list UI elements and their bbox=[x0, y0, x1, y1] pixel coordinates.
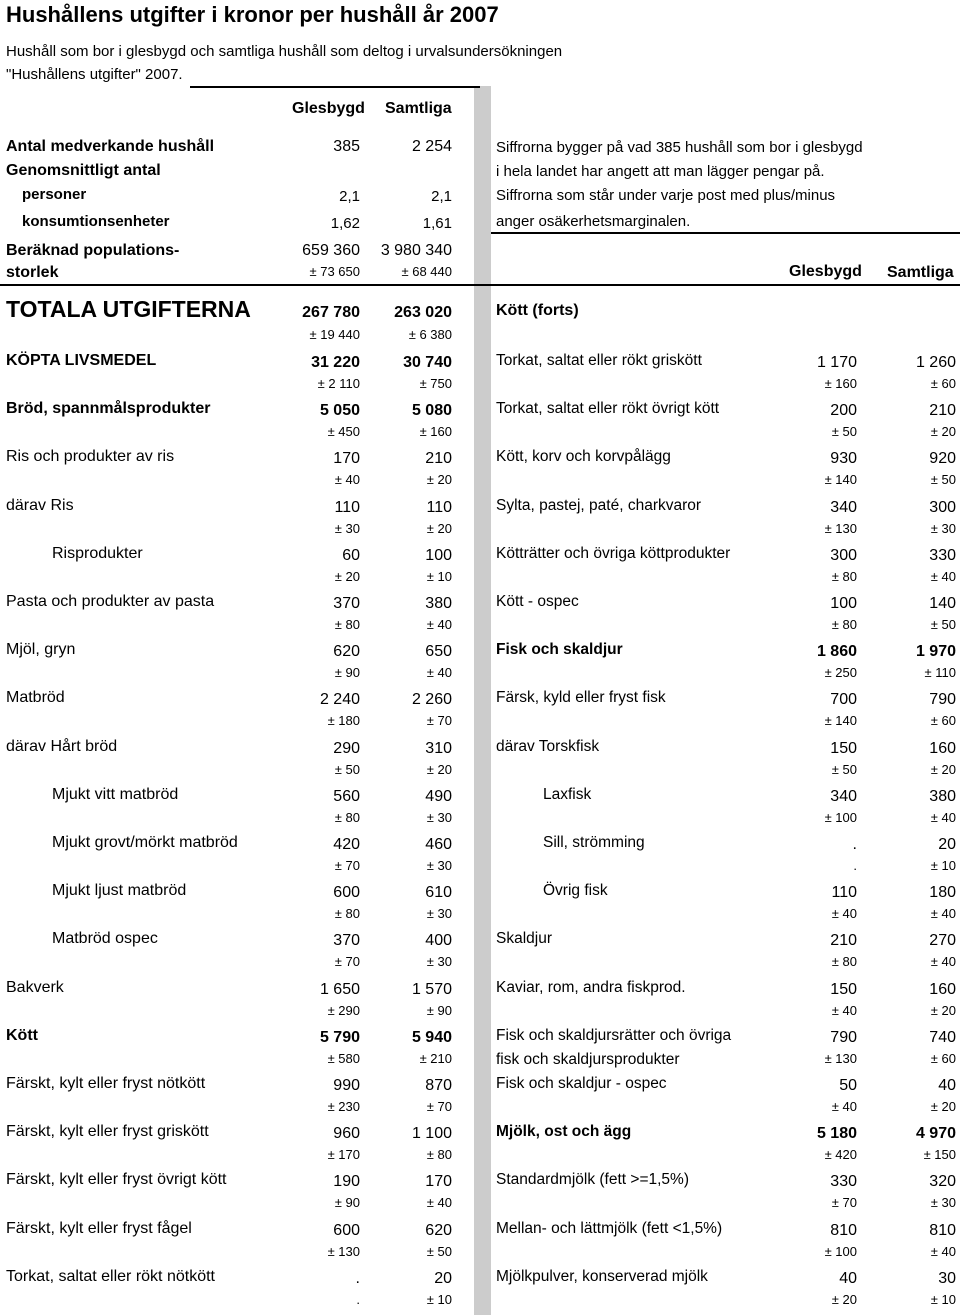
expense-samtliga: 270 bbox=[929, 932, 956, 950]
expense-glesbygd: 420 bbox=[333, 836, 360, 853]
expense-samtliga-margin: ± 40 bbox=[930, 809, 956, 825]
expense-samtliga: 20 bbox=[938, 836, 956, 853]
expense-samtliga: 460 bbox=[425, 836, 452, 853]
expense-samtliga-margin: ± 40 bbox=[426, 617, 452, 632]
expense-samtliga-margin: ± 60 bbox=[930, 713, 956, 729]
expense-samtliga-margin: ± 30 bbox=[930, 1195, 956, 1211]
expense-samtliga: 810 bbox=[929, 1221, 956, 1239]
column-separator-bar bbox=[474, 86, 491, 1315]
household-info-label: personer bbox=[22, 186, 87, 203]
expense-samtliga-margin: ± 40 bbox=[426, 665, 452, 681]
expense-samtliga-margin: ± 10 bbox=[426, 1291, 452, 1307]
expense-glesbygd: 560 bbox=[333, 787, 360, 805]
expense-glesbygd: 340 bbox=[830, 498, 857, 516]
expense-samtliga-margin: ± 40 bbox=[930, 1243, 956, 1259]
expense-label: Kötträtter och övriga köttprodukter bbox=[496, 544, 731, 562]
household-info-glesbygd: 385 bbox=[333, 138, 360, 155]
expense-samtliga-margin: ± 20 bbox=[930, 1002, 956, 1018]
expense-glesbygd-margin: ± 40 bbox=[831, 906, 857, 922]
expense-glesbygd-margin: ± 130 bbox=[824, 1050, 857, 1066]
expense-samtliga-margin: ± 160 bbox=[419, 424, 452, 440]
expense-glesbygd-margin: ± 80 bbox=[831, 568, 857, 584]
expense-glesbygd-margin: ± 140 bbox=[824, 713, 857, 729]
expense-samtliga: 400 bbox=[425, 932, 452, 950]
expense-label: Sill, strömming bbox=[543, 834, 645, 851]
expense-samtliga-margin: ± 30 bbox=[426, 954, 452, 970]
expense-samtliga: 610 bbox=[425, 884, 452, 902]
expense-samtliga: 1 260 bbox=[915, 354, 956, 371]
expense-glesbygd: 290 bbox=[333, 739, 360, 757]
household-info-label: Antal medverkande hushåll bbox=[6, 138, 215, 155]
header-rule-top bbox=[190, 86, 480, 88]
expense-samtliga: 100 bbox=[425, 546, 452, 564]
expense-samtliga-margin: ± 20 bbox=[426, 472, 452, 488]
expense-label: Kött - ospec bbox=[496, 593, 579, 610]
expense-samtliga: 1 970 bbox=[915, 643, 956, 661]
expense-glesbygd-margin: ± 80 bbox=[831, 617, 857, 632]
expense-glesbygd-margin: ± 140 bbox=[824, 472, 857, 488]
expense-label: Mellan- och lättmjölk (fett <1,5%) bbox=[496, 1219, 723, 1237]
expense-samtliga: 160 bbox=[929, 739, 956, 757]
expense-label: därav Torskfisk bbox=[496, 737, 600, 755]
expense-samtliga-margin: ± 10 bbox=[930, 858, 956, 873]
right-col-header-glesbygd: Glesbygd bbox=[789, 263, 862, 280]
expense-samtliga: 330 bbox=[929, 546, 956, 564]
total-samtliga: 263 020 bbox=[394, 304, 452, 321]
expense-glesbygd-margin: ± 250 bbox=[824, 665, 857, 681]
expense-samtliga-margin: ± 70 bbox=[426, 1099, 452, 1114]
expense-samtliga: 310 bbox=[425, 739, 452, 757]
page-title: Hushållens utgifter i kronor per hushåll år 2007 bbox=[6, 2, 499, 27]
expense-samtliga-margin: ± 20 bbox=[426, 520, 452, 536]
expense-samtliga-margin: ± 110 bbox=[924, 665, 956, 681]
expense-samtliga: 160 bbox=[929, 980, 956, 998]
expense-glesbygd-margin: ± 70 bbox=[334, 954, 360, 970]
expense-samtliga: 40 bbox=[938, 1077, 956, 1094]
expense-samtliga-margin: ± 20 bbox=[930, 761, 956, 777]
expense-glesbygd: 300 bbox=[830, 546, 857, 564]
expense-label: Ris och produkter av ris bbox=[6, 448, 175, 466]
expense-glesbygd: 930 bbox=[830, 450, 857, 468]
expense-label: Mjukt grovt/mörkt matbröd bbox=[52, 834, 238, 851]
expense-label: Fisk och skaldjursrätter och övriga bbox=[496, 1026, 732, 1044]
expense-samtliga: 4 970 bbox=[915, 1125, 956, 1143]
expense-samtliga: 320 bbox=[929, 1173, 956, 1191]
expense-samtliga-margin: ± 30 bbox=[426, 858, 452, 873]
household-info-label: Genomsnittligt antal bbox=[6, 162, 161, 179]
expense-glesbygd: 190 bbox=[333, 1173, 360, 1191]
expense-glesbygd-margin: ± 170 bbox=[327, 1147, 360, 1163]
expense-samtliga: 180 bbox=[929, 884, 956, 902]
expense-glesbygd-margin: ± 80 bbox=[334, 617, 360, 632]
expense-samtliga-margin: ± 60 bbox=[930, 376, 956, 391]
expense-glesbygd: 810 bbox=[830, 1221, 857, 1239]
expense-label: Skaldjur bbox=[496, 930, 552, 948]
note-line: i hela landet har angett att man lägger pengar på. bbox=[496, 163, 825, 180]
expense-glesbygd-margin: ± 130 bbox=[824, 520, 857, 536]
right-col-header-samtliga: Samtliga bbox=[887, 264, 954, 281]
expense-samtliga: 790 bbox=[929, 691, 956, 709]
expense-label: Sylta, pastej, paté, charkvaror bbox=[496, 496, 702, 514]
expense-samtliga: 650 bbox=[425, 643, 452, 661]
expense-glesbygd: 210 bbox=[830, 932, 857, 950]
expense-glesbygd: 2 240 bbox=[319, 691, 360, 709]
expense-samtliga: 5 080 bbox=[411, 402, 452, 420]
expense-label: Laxfisk bbox=[543, 785, 592, 803]
header-rule-bottom bbox=[0, 284, 960, 286]
expense-glesbygd-margin: ± 30 bbox=[334, 520, 360, 536]
expense-label: Fisk och skaldjur bbox=[496, 641, 623, 659]
expense-label: därav Ris bbox=[6, 496, 74, 514]
header-rule-right bbox=[491, 232, 960, 234]
household-info-label: konsumtionsenheter bbox=[22, 213, 170, 230]
expense-label: Färskt, kylt eller fryst övrigt kött bbox=[6, 1171, 227, 1189]
expense-samtliga-margin: ± 50 bbox=[426, 1243, 452, 1259]
expense-samtliga: 30 740 bbox=[403, 354, 452, 371]
expense-samtliga-margin: ± 750 bbox=[419, 376, 452, 391]
expense-samtliga: 210 bbox=[425, 450, 452, 468]
expense-glesbygd-margin: ± 80 bbox=[831, 954, 857, 970]
expense-label: Standardmjölk (fett >=1,5%) bbox=[496, 1171, 689, 1189]
expense-samtliga-margin: ± 90 bbox=[426, 1002, 452, 1018]
expense-samtliga-margin: ± 70 bbox=[426, 713, 452, 729]
expense-glesbygd: 5 180 bbox=[816, 1125, 857, 1143]
expense-glesbygd: 600 bbox=[333, 884, 360, 902]
total-samtliga-margin: ± 6 380 bbox=[408, 327, 452, 342]
expense-label: därav Hårt bröd bbox=[6, 737, 118, 755]
expense-samtliga-margin: ± 50 bbox=[930, 472, 956, 488]
total-label: TOTALA UTGIFTERNA bbox=[6, 296, 251, 322]
expense-glesbygd: 150 bbox=[830, 980, 857, 998]
expense-label: Torkat, saltat eller rökt griskött bbox=[496, 352, 702, 369]
expense-samtliga-margin: ± 30 bbox=[426, 809, 452, 825]
expense-glesbygd: 1 860 bbox=[816, 643, 857, 661]
expense-glesbygd-margin: ± 90 bbox=[334, 1195, 360, 1211]
expense-label: Kaviar, rom, andra fiskprod. bbox=[496, 978, 686, 996]
right-section-header: Kött (forts) bbox=[496, 302, 579, 319]
expense-label: Kött, korv och korvpålägg bbox=[496, 448, 671, 466]
expense-samtliga-margin: ± 10 bbox=[930, 1291, 956, 1307]
expense-glesbygd-margin: ± 290 bbox=[327, 1002, 360, 1018]
expense-samtliga: 1 570 bbox=[411, 980, 452, 998]
expense-glesbygd-margin: ± 160 bbox=[824, 376, 857, 391]
expense-label: Matbröd bbox=[6, 689, 65, 707]
household-info-samtliga: ± 68 440 bbox=[401, 264, 452, 279]
expense-samtliga-margin: ± 10 bbox=[426, 568, 452, 584]
expense-samtliga-margin: ± 40 bbox=[426, 1195, 452, 1211]
expense-glesbygd-margin: ± 50 bbox=[831, 424, 857, 440]
expense-glesbygd-margin: ± 450 bbox=[327, 424, 360, 440]
note-line: Siffrorna bygger på vad 385 hushåll som bor i glesbygd bbox=[496, 139, 863, 156]
expense-samtliga: 110 bbox=[426, 498, 452, 516]
expense-label-cont: fisk och skaldjursprodukter bbox=[496, 1050, 680, 1068]
expense-samtliga: 170 bbox=[425, 1173, 452, 1191]
expense-samtliga: 140 bbox=[929, 595, 956, 612]
expense-glesbygd: 100 bbox=[830, 595, 857, 612]
household-info-samtliga: 2,1 bbox=[431, 188, 452, 205]
expense-samtliga-margin: ± 60 bbox=[930, 1050, 956, 1066]
expense-glesbygd: . bbox=[852, 836, 857, 853]
expense-samtliga-margin: ± 20 bbox=[930, 1099, 956, 1114]
household-info-samtliga: 2 254 bbox=[411, 138, 452, 155]
expense-glesbygd-margin: ± 50 bbox=[831, 761, 857, 777]
expense-samtliga: 920 bbox=[929, 450, 956, 468]
expense-samtliga: 300 bbox=[929, 498, 956, 516]
expense-label: Risprodukter bbox=[52, 544, 143, 562]
expense-samtliga: 620 bbox=[425, 1221, 452, 1239]
expense-glesbygd: 990 bbox=[333, 1077, 360, 1094]
expense-label: Mjukt ljust matbröd bbox=[52, 882, 187, 900]
expense-label: Kött bbox=[6, 1026, 38, 1044]
expense-glesbygd: 370 bbox=[333, 595, 360, 612]
expense-glesbygd: 60 bbox=[342, 546, 360, 564]
household-info-glesbygd: 2,1 bbox=[339, 188, 360, 205]
expense-samtliga: 870 bbox=[425, 1077, 452, 1094]
expense-glesbygd: 110 bbox=[334, 498, 360, 516]
expense-samtliga-margin: ± 40 bbox=[930, 954, 956, 970]
expense-glesbygd-margin: ± 40 bbox=[831, 1002, 857, 1018]
expense-glesbygd: 1 650 bbox=[319, 980, 360, 998]
expense-glesbygd-margin: ± 70 bbox=[334, 858, 360, 873]
expense-samtliga-margin: ± 20 bbox=[930, 424, 956, 440]
note-line: Siffrorna som står under varje post med plus/minus bbox=[496, 187, 836, 204]
expense-label: Matbröd ospec bbox=[52, 930, 158, 948]
expense-samtliga-margin: ± 40 bbox=[930, 568, 956, 584]
expense-samtliga-margin: ± 50 bbox=[930, 617, 956, 632]
total-glesbygd: 267 780 bbox=[302, 304, 360, 321]
col-header-samtliga: Samtliga bbox=[385, 100, 452, 117]
expense-samtliga: 2 260 bbox=[411, 691, 452, 709]
note-line: anger osäkerhetsmarginalen. bbox=[496, 213, 691, 230]
expense-label: Torkat, saltat eller rökt övrigt kött bbox=[496, 400, 720, 418]
household-info-glesbygd: ± 73 650 bbox=[309, 264, 360, 279]
expense-label: Fisk och skaldjur - ospec bbox=[496, 1075, 667, 1092]
expense-glesbygd-margin: ± 90 bbox=[334, 665, 360, 681]
expense-glesbygd: 620 bbox=[333, 643, 360, 661]
expense-glesbygd: 1 170 bbox=[816, 354, 857, 371]
expense-samtliga-margin: ± 30 bbox=[930, 520, 956, 536]
expense-glesbygd-margin: ± 20 bbox=[334, 568, 360, 584]
expense-glesbygd-margin: ± 2 110 bbox=[317, 376, 360, 391]
expense-glesbygd: 170 bbox=[333, 450, 360, 468]
expense-glesbygd: 31 220 bbox=[311, 354, 360, 371]
expense-samtliga-margin: ± 150 bbox=[923, 1147, 956, 1163]
expense-samtliga: 1 100 bbox=[411, 1125, 452, 1143]
expense-samtliga: 20 bbox=[434, 1269, 452, 1287]
expense-label: Torkat, saltat eller rökt nötkött bbox=[6, 1267, 215, 1285]
expense-glesbygd: 960 bbox=[333, 1125, 360, 1143]
expense-samtliga: 210 bbox=[929, 402, 956, 420]
expense-glesbygd-margin: ± 230 bbox=[327, 1099, 360, 1114]
expense-glesbygd: 110 bbox=[831, 884, 857, 902]
expense-label: Mjöl, gryn bbox=[6, 641, 76, 659]
total-glesbygd-margin: ± 19 440 bbox=[309, 327, 360, 342]
expense-glesbygd-margin: ± 20 bbox=[831, 1291, 857, 1307]
intro-line-2: "Hushållens utgifter" 2007. bbox=[6, 66, 183, 83]
expense-glesbygd: 700 bbox=[830, 691, 857, 709]
expense-glesbygd: 790 bbox=[830, 1028, 857, 1046]
expense-glesbygd: . bbox=[355, 1269, 360, 1287]
expense-samtliga-margin: ± 30 bbox=[426, 906, 452, 922]
expense-glesbygd: 330 bbox=[830, 1173, 857, 1191]
expense-label: KÖPTA LIVSMEDEL bbox=[6, 352, 157, 369]
intro-line-1: Hushåll som bor i glesbygd och samtliga hushåll som deltog i urvalsundersökningen bbox=[6, 43, 563, 60]
expense-glesbygd: 40 bbox=[839, 1269, 857, 1287]
expense-glesbygd-margin: . bbox=[853, 858, 857, 873]
expense-glesbygd-margin: ± 80 bbox=[334, 809, 360, 825]
household-info-glesbygd: 1,62 bbox=[330, 215, 360, 232]
expense-label: Färskt, kylt eller fryst griskött bbox=[6, 1123, 209, 1141]
expense-samtliga-margin: ± 20 bbox=[426, 761, 452, 777]
expense-samtliga: 380 bbox=[425, 595, 452, 612]
expense-glesbygd: 600 bbox=[333, 1221, 360, 1239]
expense-samtliga: 740 bbox=[929, 1028, 956, 1046]
household-info-label: storlek bbox=[6, 264, 59, 281]
col-header-glesbygd: Glesbygd bbox=[292, 100, 365, 117]
expense-label: Bakverk bbox=[6, 978, 64, 996]
expense-glesbygd-margin: ± 70 bbox=[831, 1195, 857, 1211]
household-info-glesbygd: 659 360 bbox=[302, 242, 360, 259]
expense-label: Mjölkpulver, konserverad mjölk bbox=[496, 1267, 708, 1285]
expense-glesbygd-margin: ± 580 bbox=[327, 1050, 360, 1066]
expense-samtliga: 30 bbox=[938, 1269, 956, 1287]
expense-samtliga: 5 940 bbox=[411, 1028, 452, 1046]
expense-glesbygd-margin: ± 50 bbox=[334, 761, 360, 777]
expense-glesbygd-margin: ± 100 bbox=[824, 1243, 857, 1259]
expense-glesbygd: 200 bbox=[830, 402, 857, 420]
expense-glesbygd-margin: ± 130 bbox=[327, 1243, 360, 1259]
expense-label: Färskt, kylt eller fryst fågel bbox=[6, 1219, 192, 1237]
expense-samtliga-margin: ± 80 bbox=[426, 1147, 452, 1163]
expense-glesbygd: 5 050 bbox=[319, 402, 360, 420]
expense-glesbygd: 5 790 bbox=[319, 1028, 360, 1046]
expense-samtliga: 380 bbox=[929, 787, 956, 805]
expense-samtliga: 490 bbox=[425, 787, 452, 805]
expense-label: Bröd, spannmålsprodukter bbox=[6, 400, 211, 418]
household-info-label: Beräknad populations- bbox=[6, 242, 180, 259]
expense-glesbygd-margin: . bbox=[356, 1291, 360, 1307]
expense-glesbygd: 370 bbox=[333, 932, 360, 950]
expense-samtliga-margin: ± 210 bbox=[419, 1050, 452, 1066]
expense-glesbygd-margin: ± 80 bbox=[334, 906, 360, 922]
expense-label: Färskt, kylt eller fryst nötkött bbox=[6, 1075, 206, 1092]
expense-label: Mjölk, ost och ägg bbox=[496, 1123, 632, 1141]
expense-glesbygd: 150 bbox=[830, 739, 857, 757]
expense-glesbygd-margin: ± 420 bbox=[824, 1147, 857, 1163]
household-info-samtliga: 1,61 bbox=[422, 215, 452, 232]
expense-label: Övrig fisk bbox=[543, 882, 608, 900]
expense-glesbygd-margin: ± 40 bbox=[831, 1099, 857, 1114]
expense-label: Färsk, kyld eller fryst fisk bbox=[496, 689, 666, 707]
expense-label: Pasta och produkter av pasta bbox=[6, 593, 215, 610]
household-info-samtliga: 3 980 340 bbox=[380, 242, 452, 259]
expense-glesbygd-margin: ± 40 bbox=[334, 472, 360, 488]
expense-glesbygd: 340 bbox=[830, 787, 857, 805]
expense-label: Mjukt vitt matbröd bbox=[52, 785, 179, 803]
expense-samtliga-margin: ± 40 bbox=[930, 906, 956, 922]
expense-glesbygd-margin: ± 180 bbox=[327, 713, 360, 729]
expense-glesbygd-margin: ± 100 bbox=[824, 809, 857, 825]
expense-glesbygd: 50 bbox=[839, 1077, 857, 1094]
